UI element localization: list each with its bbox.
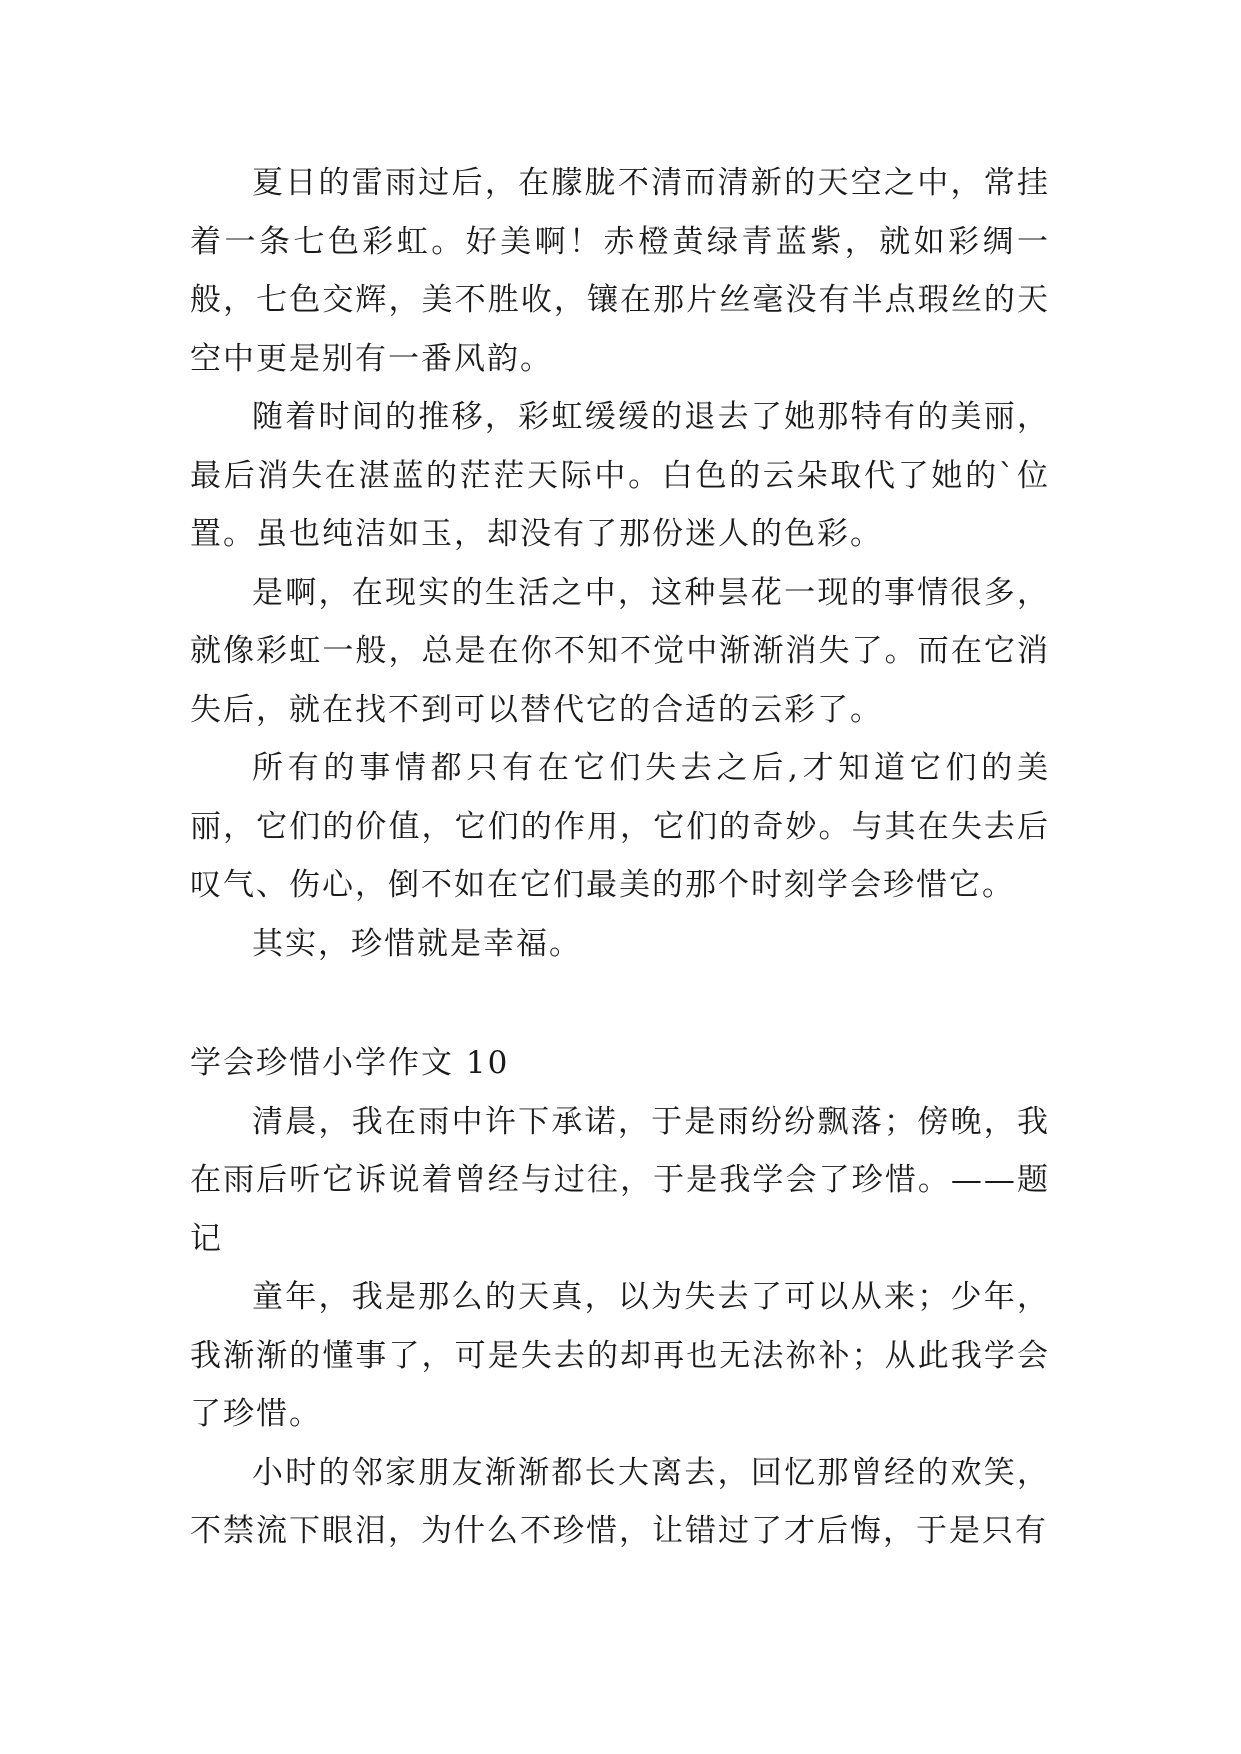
paragraph-neighbor-friends: 小时的邻家朋友渐渐都长大离去，回忆那曾经的欢笑，不禁流下眼泪，为什么不珍惜，让错过了才后悔，于是只有 — [190, 1454, 1050, 1549]
paragraph-epigraph: 清晨，我在雨中许下承诺，于是雨纷纷飘落；傍晚，我在雨后听它诉说着曾经与过往，于是我学会了珍惜。——题记 — [190, 1103, 1050, 1257]
document-body — [190, 154, 1050, 1561]
paragraph-cherish-happiness: 其实，珍惜就是幸福。 — [252, 925, 582, 962]
paragraph-rainbow-fading: 随着时间的推移，彩虹缓缓的退去了她那特有的美丽，最后消失在湛蓝的茫茫天际中。白色的云朵取代了她的`位置。虽也纯洁如玉，却没有了那份迷人的色彩。 — [190, 399, 1050, 552]
section-title: 学会珍惜小学作文 10 — [190, 1045, 510, 1081]
paragraph-rainbow: 夏日的雷雨过后，在朦胧不清而清新的天空之中，常挂着一条七色彩虹。好美啊！赤橙黄绿青蓝紫，就如彩绸一般，七色交辉，美不胜收，镶在那片丝毫没有半点瑕丝的天空中更是别有一番风韵。 — [190, 165, 1050, 377]
paragraph-fleeting-things: 是啊，在现实的生活之中，这种昙花一现的事情很多，就像彩虹一般，总是在你不知不觉中渐渐消失了。而在它消失后，就在找不到可以替代它的合适的云彩了。 — [190, 574, 1050, 728]
paragraph-cherish-reflection: 所有的事情都只有在它们失去之后,才知道它们的美丽，它们的价值，它们的作用，它们的奇妙。与其在失去后叹气、伤心，倒不如在它们最美的那个时刻学会珍惜它。 — [190, 750, 1050, 903]
paragraph-childhood: 童年，我是那么的天真，以为失去了可以从来；少年，我渐渐的懂事了，可是失去的却再也无法祢补；从此我学会了珍惜。 — [190, 1279, 1050, 1432]
